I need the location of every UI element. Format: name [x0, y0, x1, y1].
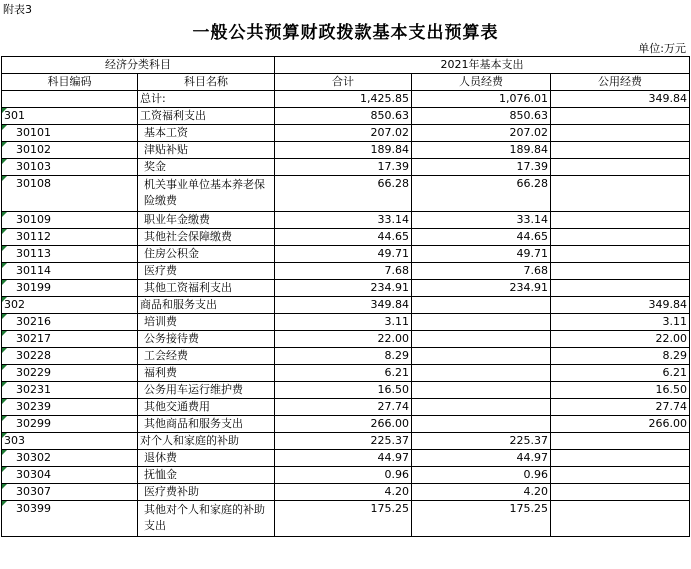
total-cell — [275, 263, 412, 280]
name-cell-text: 机关事业单位基本养老保险缴费 — [144, 178, 265, 207]
total-cell-text: 189.84 — [370, 143, 409, 156]
total-cell-text: 4.20 — [384, 485, 409, 498]
header-total: 合计 — [275, 74, 412, 91]
total-cell — [275, 399, 412, 416]
table-row — [2, 450, 690, 467]
cell-marker-icon — [2, 108, 7, 113]
code-cell-text: 30239 — [16, 400, 51, 413]
name-cell-text: 基本工资 — [144, 126, 188, 139]
public-cell-text: 27.74 — [655, 400, 688, 413]
name-cell — [138, 433, 275, 450]
code-cell — [2, 450, 138, 467]
code-cell — [2, 125, 138, 142]
table-row — [2, 314, 690, 331]
table-row — [2, 484, 690, 501]
cell-marker-icon — [2, 280, 7, 285]
table-row — [2, 467, 690, 484]
table-row — [2, 212, 690, 229]
name-cell — [138, 91, 275, 108]
total-cell-text: 266.00 — [370, 417, 409, 430]
cell-marker-icon — [2, 348, 7, 353]
name-cell — [138, 125, 275, 142]
total-cell-text: 6.21 — [384, 366, 409, 379]
total-cell-text: 27.74 — [377, 400, 409, 413]
name-cell — [138, 331, 275, 348]
total-cell-text: 8.29 — [384, 349, 409, 362]
total-cell — [275, 125, 412, 142]
public-cell — [551, 450, 690, 467]
name-cell-text: 工会经费 — [144, 349, 188, 362]
name-cell — [138, 314, 275, 331]
name-cell-text: 其他交通费用 — [144, 400, 210, 413]
table-row — [2, 348, 690, 365]
personnel-cell — [412, 176, 551, 212]
cell-marker-icon — [2, 382, 7, 387]
page-title: 一般公共预算财政拨款基本支出预算表 — [192, 23, 499, 43]
total-cell — [275, 212, 412, 229]
personnel-cell — [412, 280, 551, 297]
total-cell — [275, 365, 412, 382]
name-cell — [138, 159, 275, 176]
name-cell-text: 住房公积金 — [144, 247, 199, 260]
total-cell-text: 44.97 — [377, 451, 409, 464]
total-cell — [275, 229, 412, 246]
personnel-cell-text: 4.20 — [523, 485, 548, 498]
cell-marker-icon — [2, 142, 7, 147]
public-cell-text: 349.84 — [648, 92, 688, 105]
code-cell — [2, 91, 138, 108]
total-cell — [275, 246, 412, 263]
public-cell — [551, 280, 690, 297]
table-row — [2, 159, 690, 176]
name-cell-text: 工资福利支出 — [140, 109, 206, 122]
code-cell — [2, 399, 138, 416]
personnel-cell — [412, 263, 551, 280]
name-cell — [138, 176, 275, 212]
name-cell-text: 商品和服务支出 — [140, 298, 217, 311]
total-cell-text: 175.25 — [370, 502, 409, 515]
code-cell — [2, 348, 138, 365]
name-cell — [138, 263, 275, 280]
code-cell-text: 301 — [4, 109, 25, 122]
personnel-cell-text: 66.28 — [516, 177, 548, 190]
total-cell — [275, 450, 412, 467]
table-row — [2, 263, 690, 280]
cell-marker-icon — [2, 176, 7, 181]
personnel-cell — [412, 125, 551, 142]
public-cell — [551, 125, 690, 142]
total-cell-text: 349.84 — [370, 298, 409, 311]
total-cell — [275, 142, 412, 159]
name-cell — [138, 297, 275, 314]
table-row — [2, 297, 690, 314]
code-cell-text: 30299 — [16, 417, 51, 430]
personnel-cell — [412, 433, 551, 450]
personnel-cell — [412, 348, 551, 365]
code-cell — [2, 331, 138, 348]
cell-marker-icon — [2, 484, 7, 489]
header-column-row — [2, 74, 690, 91]
code-cell-text: 30228 — [16, 349, 51, 362]
total-cell — [275, 108, 412, 125]
personnel-cell — [412, 484, 551, 501]
public-cell — [551, 314, 690, 331]
name-cell — [138, 416, 275, 433]
table-row — [2, 125, 690, 142]
code-cell — [2, 263, 138, 280]
table-row — [2, 433, 690, 450]
code-cell — [2, 176, 138, 212]
code-cell-text: 302 — [4, 298, 25, 311]
cell-marker-icon — [2, 314, 7, 319]
public-cell-text: 349.84 — [648, 298, 688, 311]
name-cell-text: 培训费 — [144, 315, 177, 328]
public-cell-text: 266.00 — [648, 417, 688, 430]
code-cell — [2, 229, 138, 246]
cell-marker-icon — [2, 125, 7, 130]
code-cell — [2, 212, 138, 229]
total-cell — [275, 91, 412, 108]
public-cell — [551, 142, 690, 159]
code-cell-text: 30109 — [16, 213, 51, 226]
personnel-cell-text: 0.96 — [523, 468, 548, 481]
cell-marker-icon — [2, 212, 7, 217]
cell-marker-icon — [2, 433, 7, 438]
total-cell — [275, 348, 412, 365]
total-cell — [275, 297, 412, 314]
code-cell-text: 30101 — [16, 126, 51, 139]
table-row — [2, 331, 690, 348]
code-cell-text: 30102 — [16, 143, 51, 156]
header-name: 科目名称 — [138, 74, 275, 91]
public-cell-text: 3.11 — [662, 315, 688, 328]
personnel-cell — [412, 382, 551, 399]
name-cell-text: 公务用车运行维护费 — [144, 383, 243, 396]
public-cell — [551, 433, 690, 450]
header-group-row — [2, 57, 690, 74]
total-cell-text: 207.02 — [370, 126, 409, 139]
code-cell-text: 30302 — [16, 451, 51, 464]
total-cell-text: 49.71 — [377, 247, 409, 260]
budget-table — [1, 56, 690, 537]
public-cell — [551, 501, 690, 537]
personnel-cell-text: 850.63 — [509, 109, 548, 122]
name-cell-text: 退休费 — [144, 451, 177, 464]
name-cell — [138, 212, 275, 229]
total-cell-text: 225.37 — [370, 434, 409, 447]
name-cell-text: 医疗费 — [144, 264, 177, 277]
total-cell-text: 22.00 — [377, 332, 409, 345]
name-cell-text: 福利费 — [144, 366, 177, 379]
public-cell — [551, 467, 690, 484]
personnel-cell — [412, 450, 551, 467]
code-cell — [2, 142, 138, 159]
public-cell — [551, 176, 690, 212]
total-cell — [275, 331, 412, 348]
cell-marker-icon — [2, 416, 7, 421]
public-cell — [551, 108, 690, 125]
personnel-cell-text: 17.39 — [516, 160, 548, 173]
total-cell — [275, 314, 412, 331]
personnel-cell — [412, 365, 551, 382]
table-row — [2, 246, 690, 263]
header-code: 科目编码 — [2, 74, 138, 91]
personnel-cell-text: 189.84 — [509, 143, 548, 156]
name-cell-text: 职业年金缴费 — [144, 213, 210, 226]
personnel-cell-text: 44.97 — [516, 451, 548, 464]
public-cell — [551, 263, 690, 280]
personnel-cell-text: 1,076.01 — [499, 92, 548, 105]
personnel-cell-text: 234.91 — [509, 281, 548, 294]
code-cell — [2, 416, 138, 433]
code-cell — [2, 314, 138, 331]
total-cell — [275, 382, 412, 399]
cell-marker-icon — [2, 467, 7, 472]
public-cell-text: 22.00 — [655, 332, 688, 345]
cell-marker-icon — [2, 263, 7, 268]
code-cell-text: 30229 — [16, 366, 51, 379]
code-cell-text: 30231 — [16, 383, 51, 396]
public-cell — [551, 382, 690, 399]
public-cell — [551, 348, 690, 365]
code-cell — [2, 280, 138, 297]
unit-label: 单位:万元 — [638, 42, 686, 55]
personnel-cell — [412, 142, 551, 159]
code-cell-text: 30114 — [16, 264, 51, 277]
personnel-cell — [412, 416, 551, 433]
table-row — [2, 365, 690, 382]
code-cell-text: 30108 — [16, 177, 51, 190]
public-cell — [551, 399, 690, 416]
table-row — [2, 108, 690, 125]
code-cell-text: 30304 — [16, 468, 51, 481]
total-cell-text: 44.65 — [377, 230, 409, 243]
name-cell — [138, 501, 275, 537]
personnel-cell-text: 49.71 — [516, 247, 548, 260]
name-cell — [138, 450, 275, 467]
table-row — [2, 382, 690, 399]
personnel-cell — [412, 331, 551, 348]
personnel-cell-text: 7.68 — [523, 264, 548, 277]
personnel-cell — [412, 501, 551, 537]
name-cell — [138, 484, 275, 501]
personnel-cell — [412, 159, 551, 176]
code-cell — [2, 382, 138, 399]
personnel-cell — [412, 314, 551, 331]
table-row — [2, 229, 690, 246]
code-cell — [2, 246, 138, 263]
public-cell — [551, 229, 690, 246]
total-cell-text: 66.28 — [377, 177, 409, 190]
table-row — [2, 176, 690, 212]
code-cell — [2, 159, 138, 176]
personnel-cell — [412, 399, 551, 416]
cell-marker-icon — [2, 450, 7, 455]
name-cell — [138, 229, 275, 246]
table-row — [2, 280, 690, 297]
header-group-basic-expenditure: 2021年基本支出 — [275, 57, 690, 74]
code-cell-text: 30217 — [16, 332, 51, 345]
cell-marker-icon — [2, 365, 7, 370]
name-cell-text: 其他工资福利支出 — [144, 281, 232, 294]
personnel-cell-text: 175.25 — [509, 502, 548, 515]
code-cell — [2, 501, 138, 537]
code-cell-text: 30307 — [16, 485, 51, 498]
cell-marker-icon — [2, 501, 7, 506]
public-cell — [551, 246, 690, 263]
name-cell-text: 对个人和家庭的补助 — [140, 434, 239, 447]
total-cell — [275, 467, 412, 484]
public-cell — [551, 91, 690, 108]
total-cell-text: 33.14 — [377, 213, 409, 226]
table-row — [2, 142, 690, 159]
public-cell — [551, 297, 690, 314]
total-cell-text: 850.63 — [370, 109, 409, 122]
personnel-cell-text: 207.02 — [509, 126, 548, 139]
total-cell — [275, 176, 412, 212]
code-cell — [2, 365, 138, 382]
name-cell-text: 总计: — [140, 92, 166, 105]
code-cell-text: 30399 — [16, 502, 51, 515]
personnel-cell — [412, 91, 551, 108]
public-cell-text: 6.21 — [662, 366, 688, 379]
total-cell-text: 234.91 — [370, 281, 409, 294]
table-row — [2, 399, 690, 416]
cell-marker-icon — [2, 229, 7, 234]
code-cell-text: 30103 — [16, 160, 51, 173]
name-cell-text: 医疗费补助 — [144, 485, 199, 498]
table-row — [2, 416, 690, 433]
total-cell-text: 7.68 — [384, 264, 409, 277]
appendix-label: 附表3 — [3, 3, 32, 16]
name-cell-text: 其他社会保障缴费 — [144, 230, 232, 243]
total-cell-text: 0.96 — [384, 468, 409, 481]
cell-marker-icon — [2, 331, 7, 336]
code-cell — [2, 108, 138, 125]
personnel-cell — [412, 246, 551, 263]
public-cell-text: 16.50 — [655, 383, 688, 396]
public-cell — [551, 159, 690, 176]
cell-marker-icon — [2, 159, 7, 164]
table-row — [2, 501, 690, 537]
code-cell-text: 303 — [4, 434, 25, 447]
personnel-cell — [412, 297, 551, 314]
table-row — [2, 91, 690, 108]
personnel-cell — [412, 467, 551, 484]
personnel-cell — [412, 212, 551, 229]
personnel-cell — [412, 108, 551, 125]
total-cell-text: 3.11 — [384, 315, 409, 328]
name-cell-text: 其他对个人和家庭的补助支出 — [144, 503, 265, 532]
code-cell — [2, 467, 138, 484]
code-cell — [2, 433, 138, 450]
cell-marker-icon — [2, 297, 7, 302]
total-cell — [275, 501, 412, 537]
public-cell — [551, 416, 690, 433]
code-cell — [2, 484, 138, 501]
header-public: 公用经费 — [551, 74, 690, 91]
public-cell — [551, 484, 690, 501]
name-cell-text: 公务接待费 — [144, 332, 199, 345]
name-cell-text: 抚恤金 — [144, 468, 177, 481]
total-cell — [275, 433, 412, 450]
name-cell — [138, 467, 275, 484]
total-cell-text: 17.39 — [377, 160, 409, 173]
code-cell-text: 30199 — [16, 281, 51, 294]
name-cell — [138, 280, 275, 297]
cell-marker-icon — [2, 246, 7, 251]
name-cell-text: 奖金 — [144, 160, 166, 173]
name-cell — [138, 108, 275, 125]
code-cell — [2, 297, 138, 314]
total-cell — [275, 484, 412, 501]
personnel-cell-text: 44.65 — [516, 230, 548, 243]
name-cell — [138, 142, 275, 159]
name-cell — [138, 399, 275, 416]
code-cell-text: 30113 — [16, 247, 51, 260]
cell-marker-icon — [2, 399, 7, 404]
public-cell — [551, 331, 690, 348]
header-personnel: 人员经费 — [412, 74, 551, 91]
personnel-cell-text: 33.14 — [516, 213, 548, 226]
name-cell — [138, 365, 275, 382]
name-cell-text: 津贴补贴 — [144, 143, 188, 156]
name-cell — [138, 246, 275, 263]
public-cell — [551, 212, 690, 229]
name-cell — [138, 382, 275, 399]
total-cell — [275, 416, 412, 433]
total-cell-text: 16.50 — [377, 383, 409, 396]
personnel-cell — [412, 229, 551, 246]
personnel-cell-text: 225.37 — [509, 434, 548, 447]
header-group-economic: 经济分类科目 — [2, 57, 275, 74]
total-cell-text: 1,425.85 — [360, 92, 409, 105]
total-cell — [275, 159, 412, 176]
code-cell-text: 30112 — [16, 230, 51, 243]
public-cell — [551, 365, 690, 382]
name-cell-text: 其他商品和服务支出 — [144, 417, 243, 430]
total-cell — [275, 280, 412, 297]
name-cell — [138, 348, 275, 365]
code-cell-text: 30216 — [16, 315, 51, 328]
public-cell-text: 8.29 — [662, 349, 688, 362]
